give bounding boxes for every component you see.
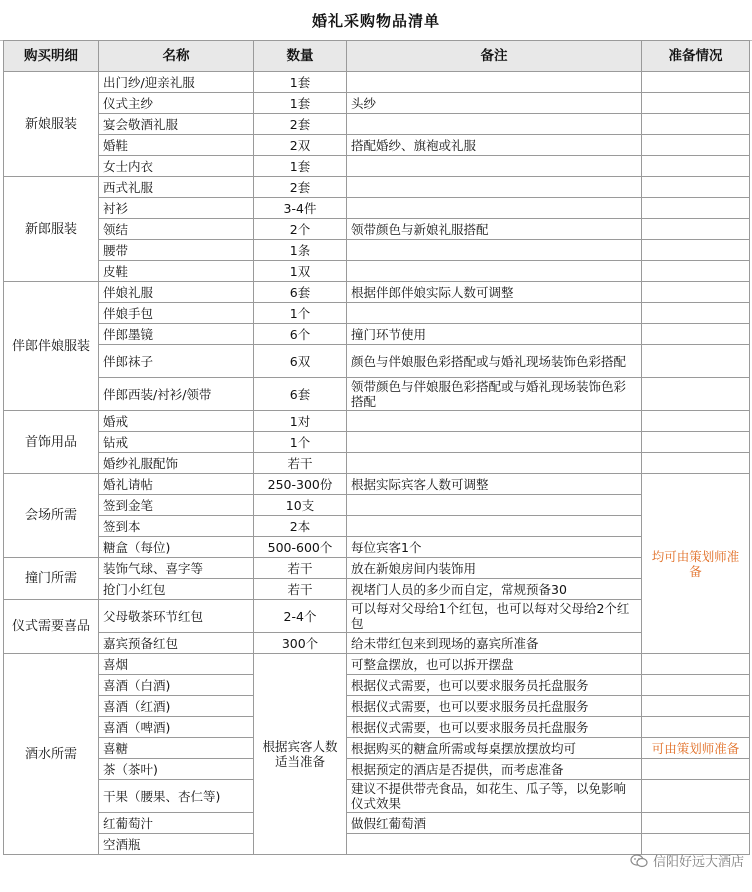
item-prep bbox=[642, 432, 750, 453]
item-prep bbox=[642, 411, 750, 432]
item-name: 父母敬茶环节红包 bbox=[99, 600, 254, 633]
watermark bbox=[630, 851, 744, 870]
item-qty: 1个 bbox=[254, 432, 347, 453]
item-note: 每位宾客1个 bbox=[347, 537, 642, 558]
item-note: 头纱 bbox=[347, 93, 642, 114]
header-category: 购买明细 bbox=[4, 41, 99, 72]
item-note: 可以每对父母给1个红包，也可以每对父母给2个红包 bbox=[347, 600, 642, 633]
item-note: 建议不提供带壳食品，如花生、瓜子等，以免影响仪式效果 bbox=[347, 780, 642, 813]
table-row bbox=[4, 198, 750, 219]
table-row bbox=[4, 72, 750, 93]
item-note bbox=[347, 240, 642, 261]
item-note: 根据伴郎伴娘实际人数可调整 bbox=[347, 282, 642, 303]
item-name: 茶（茶叶) bbox=[99, 759, 254, 780]
item-name: 伴娘礼服 bbox=[99, 282, 254, 303]
item-name: 糖盒（每位) bbox=[99, 537, 254, 558]
item-name: 伴郎墨镜 bbox=[99, 324, 254, 345]
item-note bbox=[347, 261, 642, 282]
item-prep bbox=[642, 156, 750, 177]
table-row bbox=[4, 114, 750, 135]
item-note: 做假红葡萄酒 bbox=[347, 813, 642, 834]
category-door: 撞门所需 bbox=[4, 558, 99, 600]
item-note bbox=[347, 411, 642, 432]
item-name: 空酒瓶 bbox=[99, 834, 254, 855]
item-qty: 1条 bbox=[254, 240, 347, 261]
table-row bbox=[4, 156, 750, 177]
item-name: 喜糖 bbox=[99, 738, 254, 759]
table-row bbox=[4, 135, 750, 156]
table-row bbox=[4, 177, 750, 198]
table-row bbox=[4, 516, 750, 537]
table-row bbox=[4, 495, 750, 516]
item-prep bbox=[642, 261, 750, 282]
item-prep bbox=[642, 135, 750, 156]
item-name: 出门纱/迎亲礼服 bbox=[99, 72, 254, 93]
item-qty: 2双 bbox=[254, 135, 347, 156]
item-note: 颜色与伴娘服色彩搭配或与婚礼现场装饰色彩搭配 bbox=[347, 345, 642, 378]
item-note: 搭配婚纱、旗袍或礼服 bbox=[347, 135, 642, 156]
category-party: 伴郎伴娘服装 bbox=[4, 282, 99, 411]
category-jewelry: 首饰用品 bbox=[4, 411, 99, 474]
item-note: 领带颜色与新娘礼服搭配 bbox=[347, 219, 642, 240]
item-name: 女士内衣 bbox=[99, 156, 254, 177]
item-qty: 若干 bbox=[254, 579, 347, 600]
item-note bbox=[347, 156, 642, 177]
item-name: 喜酒（啤酒) bbox=[99, 717, 254, 738]
item-note: 根据仪式需要，也可以要求服务员托盘服务 bbox=[347, 696, 642, 717]
item-name: 抢门小红包 bbox=[99, 579, 254, 600]
item-name: 皮鞋 bbox=[99, 261, 254, 282]
category-ceremony: 仪式需要喜品 bbox=[4, 600, 99, 654]
table-row bbox=[4, 759, 750, 780]
item-prep bbox=[642, 675, 750, 696]
item-note: 根据购买的糖盒所需或每桌摆放摆放均可 bbox=[347, 738, 642, 759]
item-prep bbox=[642, 282, 750, 303]
drinks-qty: 根据宾客人数适当准备 bbox=[254, 654, 347, 855]
table-row bbox=[4, 474, 750, 495]
item-prep bbox=[642, 303, 750, 324]
table-row bbox=[4, 324, 750, 345]
item-name: 喜烟 bbox=[99, 654, 254, 675]
item-note: 根据实际宾客人数可调整 bbox=[347, 474, 642, 495]
item-qty: 6套 bbox=[254, 378, 347, 411]
table-row bbox=[4, 261, 750, 282]
table-row bbox=[4, 633, 750, 654]
item-prep bbox=[642, 717, 750, 738]
table-row bbox=[4, 411, 750, 432]
item-note: 根据仪式需要，也可以要求服务员托盘服务 bbox=[347, 675, 642, 696]
category-bride: 新娘服装 bbox=[4, 72, 99, 177]
item-name: 西式礼服 bbox=[99, 177, 254, 198]
item-qty: 500-600个 bbox=[254, 537, 347, 558]
item-qty: 1套 bbox=[254, 72, 347, 93]
item-note bbox=[347, 834, 642, 855]
table-row bbox=[4, 219, 750, 240]
item-prep bbox=[642, 114, 750, 135]
item-prep bbox=[642, 378, 750, 411]
item-note bbox=[347, 453, 642, 474]
item-qty: 2套 bbox=[254, 177, 347, 198]
item-name: 装饰气球、喜字等 bbox=[99, 558, 254, 579]
table-row bbox=[4, 345, 750, 378]
table-row bbox=[4, 600, 750, 633]
item-note: 撞门环节使用 bbox=[347, 324, 642, 345]
table-row bbox=[4, 654, 750, 675]
table-row bbox=[4, 282, 750, 303]
prep-note-candy: 可由策划师准备 bbox=[642, 738, 750, 759]
item-name: 钻戒 bbox=[99, 432, 254, 453]
category-venue: 会场所需 bbox=[4, 474, 99, 558]
item-name: 婚纱礼服配饰 bbox=[99, 453, 254, 474]
item-name: 嘉宾预备红包 bbox=[99, 633, 254, 654]
item-qty: 250-300份 bbox=[254, 474, 347, 495]
item-prep bbox=[642, 345, 750, 378]
item-note bbox=[347, 198, 642, 219]
item-note bbox=[347, 495, 642, 516]
item-qty: 1个 bbox=[254, 303, 347, 324]
wechat-icon bbox=[630, 854, 648, 868]
item-prep bbox=[642, 93, 750, 114]
table-row bbox=[4, 675, 750, 696]
item-prep bbox=[642, 198, 750, 219]
item-name: 干果（腰果、杏仁等) bbox=[99, 780, 254, 813]
item-qty: 1套 bbox=[254, 93, 347, 114]
item-name: 婚戒 bbox=[99, 411, 254, 432]
item-qty: 若干 bbox=[254, 558, 347, 579]
item-prep bbox=[642, 696, 750, 717]
item-qty: 3-4件 bbox=[254, 198, 347, 219]
item-qty: 300个 bbox=[254, 633, 347, 654]
item-prep bbox=[642, 813, 750, 834]
item-prep bbox=[642, 240, 750, 261]
item-name: 伴郎西装/衬衫/领带 bbox=[99, 378, 254, 411]
item-qty: 1对 bbox=[254, 411, 347, 432]
item-note: 视堵门人员的多少而自定，常规预备30 bbox=[347, 579, 642, 600]
item-qty: 1套 bbox=[254, 156, 347, 177]
table-row bbox=[4, 780, 750, 813]
table-row bbox=[4, 453, 750, 474]
item-prep bbox=[642, 453, 750, 474]
table-row bbox=[4, 303, 750, 324]
item-note: 可整盒摆放，也可以拆开摆盘 bbox=[347, 654, 642, 675]
item-note bbox=[347, 177, 642, 198]
item-note bbox=[347, 432, 642, 453]
item-qty: 若干 bbox=[254, 453, 347, 474]
header-qty: 数量 bbox=[254, 41, 347, 72]
item-qty: 6双 bbox=[254, 345, 347, 378]
category-groom: 新郎服装 bbox=[4, 177, 99, 282]
item-qty: 2个 bbox=[254, 219, 347, 240]
item-name: 仪式主纱 bbox=[99, 93, 254, 114]
table-row bbox=[4, 537, 750, 558]
item-note: 根据仪式需要，也可以要求服务员托盘服务 bbox=[347, 717, 642, 738]
item-name: 伴郎袜子 bbox=[99, 345, 254, 378]
table-row bbox=[4, 432, 750, 453]
item-qty: 10支 bbox=[254, 495, 347, 516]
table-row bbox=[4, 717, 750, 738]
item-qty: 2-4个 bbox=[254, 600, 347, 633]
table-row bbox=[4, 93, 750, 114]
header-note: 备注 bbox=[347, 41, 642, 72]
header-prep: 准备情况 bbox=[642, 41, 750, 72]
item-name: 喜酒（红酒) bbox=[99, 696, 254, 717]
category-drinks: 酒水所需 bbox=[4, 654, 99, 855]
item-name: 红葡萄汁 bbox=[99, 813, 254, 834]
item-name: 领结 bbox=[99, 219, 254, 240]
item-name: 伴娘手包 bbox=[99, 303, 254, 324]
item-prep bbox=[642, 780, 750, 813]
table-row bbox=[4, 813, 750, 834]
item-note bbox=[347, 114, 642, 135]
item-prep bbox=[642, 219, 750, 240]
item-name: 签到金笔 bbox=[99, 495, 254, 516]
item-name: 喜酒（白酒) bbox=[99, 675, 254, 696]
item-prep bbox=[642, 72, 750, 93]
item-prep bbox=[642, 759, 750, 780]
item-note: 领带颜色与伴娘服色彩搭配或与婚礼现场装饰色彩搭配 bbox=[347, 378, 642, 411]
item-name: 衬衫 bbox=[99, 198, 254, 219]
item-note: 根据预定的酒店是否提供，而考虑准备 bbox=[347, 759, 642, 780]
table-row bbox=[4, 579, 750, 600]
item-name: 腰带 bbox=[99, 240, 254, 261]
item-qty: 6个 bbox=[254, 324, 347, 345]
watermark-text: 信阳好远大酒店 bbox=[652, 855, 744, 870]
purchase-table bbox=[3, 40, 750, 855]
item-name: 婚鞋 bbox=[99, 135, 254, 156]
item-qty: 6套 bbox=[254, 282, 347, 303]
item-prep bbox=[642, 654, 750, 675]
item-qty: 1双 bbox=[254, 261, 347, 282]
item-qty: 2本 bbox=[254, 516, 347, 537]
table-row bbox=[4, 696, 750, 717]
table-row bbox=[4, 558, 750, 579]
table-row bbox=[4, 240, 750, 261]
item-note: 放在新娘房间内装饰用 bbox=[347, 558, 642, 579]
item-qty: 2套 bbox=[254, 114, 347, 135]
sheet-title: 婚礼采购物品清单 bbox=[0, 0, 752, 41]
item-name: 宴会敬酒礼服 bbox=[99, 114, 254, 135]
item-note bbox=[347, 72, 642, 93]
table-row bbox=[4, 378, 750, 411]
item-note bbox=[347, 516, 642, 537]
item-prep bbox=[642, 177, 750, 198]
item-name: 签到本 bbox=[99, 516, 254, 537]
item-prep bbox=[642, 324, 750, 345]
item-note: 给未带红包来到现场的嘉宾所准备 bbox=[347, 633, 642, 654]
item-name: 婚礼请帖 bbox=[99, 474, 254, 495]
header-name: 名称 bbox=[99, 41, 254, 72]
table-row bbox=[4, 738, 750, 759]
item-note bbox=[347, 303, 642, 324]
prep-note-planner: 均可由策划师准备 bbox=[642, 474, 750, 654]
